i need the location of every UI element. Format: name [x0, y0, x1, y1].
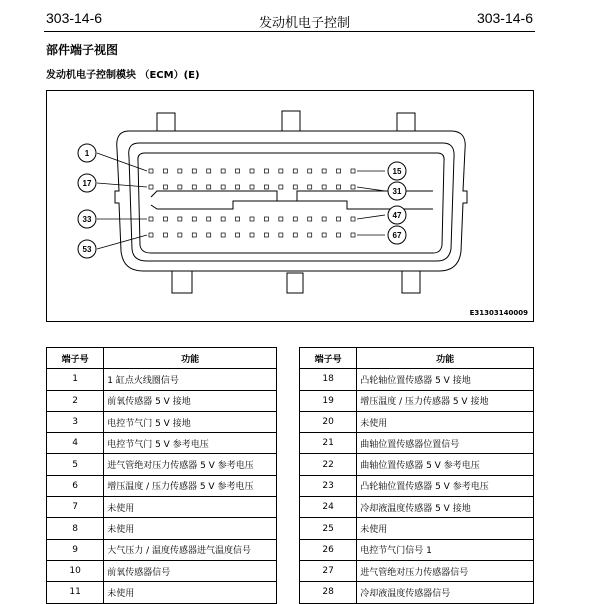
- figure-code: E31303140009: [469, 309, 528, 317]
- terminal-pin: [236, 233, 240, 237]
- terminal-number: 18: [300, 369, 357, 390]
- pin-callout: [78, 210, 96, 228]
- terminal-pin: [221, 169, 225, 173]
- terminal-pin: [192, 217, 196, 221]
- table-row: [300, 475, 534, 496]
- terminal-function: 未使用: [357, 411, 534, 432]
- terminal-pin: [163, 233, 167, 237]
- terminal-pin: [351, 217, 355, 221]
- terminal-pin: [322, 217, 326, 221]
- terminal-pin: [250, 233, 254, 237]
- section-title: 部件端子视图: [46, 43, 119, 57]
- callout-label: 1: [84, 149, 90, 158]
- terminal-pin: [279, 217, 283, 221]
- terminal-pin: [337, 185, 341, 189]
- terminal-pin: [264, 233, 268, 237]
- terminal-table-right: [299, 347, 534, 604]
- terminal-pin: [250, 185, 254, 189]
- terminal-number: 10: [47, 560, 104, 581]
- terminal-function: 前氧传感器信号: [104, 560, 277, 581]
- table-row: [300, 518, 534, 539]
- terminal-pin: [308, 169, 312, 173]
- terminal-pin: [279, 185, 283, 189]
- terminal-function: 电控节气门 5 V 参考电压: [104, 433, 277, 454]
- terminal-number: 27: [300, 560, 357, 581]
- terminal-function: 未使用: [104, 582, 277, 603]
- terminal-pin: [221, 217, 225, 221]
- terminal-function: 未使用: [357, 518, 534, 539]
- terminal-function: 进气管绝对压力传感器信号: [357, 560, 534, 581]
- callout-label: 47: [392, 211, 402, 220]
- table-row: [300, 390, 534, 411]
- terminal-number: 20: [300, 411, 357, 432]
- terminal-function: 冷却液温度传感器 5 V 接地: [357, 497, 534, 518]
- terminal-pin: [192, 185, 196, 189]
- pin-callout: [388, 182, 406, 200]
- table-row: [300, 454, 534, 475]
- pin-callout: [78, 240, 96, 258]
- connector-figure: [46, 90, 534, 322]
- callout-label: 67: [392, 231, 402, 240]
- terminal-number: 25: [300, 518, 357, 539]
- terminal-pin: [178, 217, 182, 221]
- terminal-pin: [279, 233, 283, 237]
- terminal-number: 26: [300, 539, 357, 560]
- column-header-function: 功能: [104, 348, 277, 369]
- terminal-function: 1 缸点火线圈信号: [104, 369, 277, 390]
- terminal-pin: [293, 169, 297, 173]
- terminal-function: 曲轴位置传感器位置信号: [357, 433, 534, 454]
- terminal-pin: [322, 233, 326, 237]
- terminal-number: 6: [47, 475, 104, 496]
- table-row: [300, 582, 534, 603]
- table-row: [47, 433, 277, 454]
- terminal-pin: [322, 185, 326, 189]
- header-chapter-title: 发动机电子控制: [258, 16, 350, 31]
- pin-callout: [388, 206, 406, 224]
- terminal-pin: [337, 233, 341, 237]
- terminal-function: 未使用: [104, 497, 277, 518]
- pin-callout: [78, 144, 96, 162]
- terminal-pin: [264, 217, 268, 221]
- terminal-pin: [351, 169, 355, 173]
- terminal-function: 电控节气门 5 V 接地: [104, 411, 277, 432]
- terminal-pin: [207, 217, 211, 221]
- terminal-pin: [337, 217, 341, 221]
- table-row: [47, 411, 277, 432]
- terminal-pin: [293, 185, 297, 189]
- callout-label: 15: [392, 167, 402, 176]
- ecm-connector-drawing: [47, 91, 533, 321]
- terminal-pin: [264, 169, 268, 173]
- terminal-number: 9: [47, 539, 104, 560]
- callout-label: 17: [82, 179, 92, 188]
- terminal-pin: [178, 185, 182, 189]
- terminal-pin: [236, 185, 240, 189]
- table-row: [47, 497, 277, 518]
- table-row: [47, 369, 277, 390]
- table-row: [47, 390, 277, 411]
- terminal-pin: [149, 169, 153, 173]
- terminal-pin: [351, 233, 355, 237]
- terminal-pin: [207, 169, 211, 173]
- terminal-function: 电控节气门信号 1: [357, 539, 534, 560]
- terminal-pins: [149, 169, 355, 237]
- terminal-pin: [337, 169, 341, 173]
- terminal-number: 7: [47, 497, 104, 518]
- table-row: [300, 433, 534, 454]
- pin-callout: [388, 226, 406, 244]
- terminal-number: 4: [47, 433, 104, 454]
- table-row: [47, 518, 277, 539]
- terminal-pin: [250, 169, 254, 173]
- table-row: [300, 497, 534, 518]
- terminal-pin: [192, 169, 196, 173]
- terminal-pin: [250, 217, 254, 221]
- terminal-number: 3: [47, 411, 104, 432]
- table-row: [300, 411, 534, 432]
- terminal-number: 2: [47, 390, 104, 411]
- terminal-number: 23: [300, 475, 357, 496]
- terminal-number: 11: [47, 582, 104, 603]
- terminal-number: 22: [300, 454, 357, 475]
- terminal-number: 28: [300, 582, 357, 603]
- terminal-pin: [293, 233, 297, 237]
- terminal-function: 进气管绝对压力传感器 5 V 参考电压: [104, 454, 277, 475]
- header-page-number-right: 303-14-6: [476, 10, 533, 26]
- terminal-function: 大气压力 / 温度传感器进气温度信号: [104, 539, 277, 560]
- table-row: [47, 475, 277, 496]
- column-header-function: 功能: [357, 348, 534, 369]
- terminal-function: 未使用: [104, 518, 277, 539]
- column-header-terminal: 端子号: [47, 348, 104, 369]
- terminal-function: 增压温度 / 压力传感器 5 V 参考电压: [104, 475, 277, 496]
- terminal-function: 增压温度 / 压力传感器 5 V 接地: [357, 390, 534, 411]
- terminal-pin: [207, 233, 211, 237]
- table-row: [300, 369, 534, 390]
- terminal-function: 冷却液温度传感器信号: [357, 582, 534, 603]
- table-row: [300, 560, 534, 581]
- terminal-pin: [322, 169, 326, 173]
- callout-label: 33: [82, 215, 92, 224]
- terminal-pin: [264, 185, 268, 189]
- terminal-pin: [149, 217, 153, 221]
- terminal-pin: [308, 185, 312, 189]
- terminal-number: 1: [47, 369, 104, 390]
- terminal-pin: [308, 217, 312, 221]
- header-rule: [44, 31, 535, 32]
- terminal-pin: [279, 169, 283, 173]
- pin-callout: [78, 174, 96, 192]
- pin-callout: [388, 162, 406, 180]
- callout-label: 31: [392, 187, 402, 196]
- terminal-pin: [163, 185, 167, 189]
- terminal-function: 凸轮轴位置传感器 5 V 接地: [357, 369, 534, 390]
- terminal-pin: [308, 233, 312, 237]
- terminal-pin: [221, 233, 225, 237]
- terminal-number: 19: [300, 390, 357, 411]
- terminal-pin: [221, 185, 225, 189]
- table-row: [47, 454, 277, 475]
- terminal-number: 8: [47, 518, 104, 539]
- callout-label: 53: [82, 245, 92, 254]
- terminal-pin: [293, 217, 297, 221]
- terminal-pin: [178, 233, 182, 237]
- terminal-pin: [351, 185, 355, 189]
- terminal-table-left: [46, 347, 277, 604]
- table-row: [47, 539, 277, 560]
- terminal-function: 凸轮轴位置传感器 5 V 参考电压: [357, 475, 534, 496]
- header-page-number-left: 303-14-6: [46, 10, 103, 26]
- terminal-pin: [163, 217, 167, 221]
- table-row: [47, 560, 277, 581]
- column-header-terminal: 端子号: [300, 348, 357, 369]
- terminal-number: 5: [47, 454, 104, 475]
- terminal-pin: [163, 169, 167, 173]
- table-row: [300, 539, 534, 560]
- table-row: [47, 582, 277, 603]
- terminal-number: 21: [300, 433, 357, 454]
- terminal-function: 曲轴位置传感器 5 V 参考电压: [357, 454, 534, 475]
- terminal-pin: [236, 169, 240, 173]
- terminal-pin: [236, 217, 240, 221]
- terminal-pin: [178, 169, 182, 173]
- figure-title: 发动机电子控制模块 （ECM）(E): [46, 70, 200, 81]
- terminal-pin: [149, 185, 153, 189]
- terminal-function: 前氧传感器 5 V 接地: [104, 390, 277, 411]
- terminal-number: 24: [300, 497, 357, 518]
- terminal-pin: [192, 233, 196, 237]
- terminal-pin: [149, 233, 153, 237]
- terminal-pin: [207, 185, 211, 189]
